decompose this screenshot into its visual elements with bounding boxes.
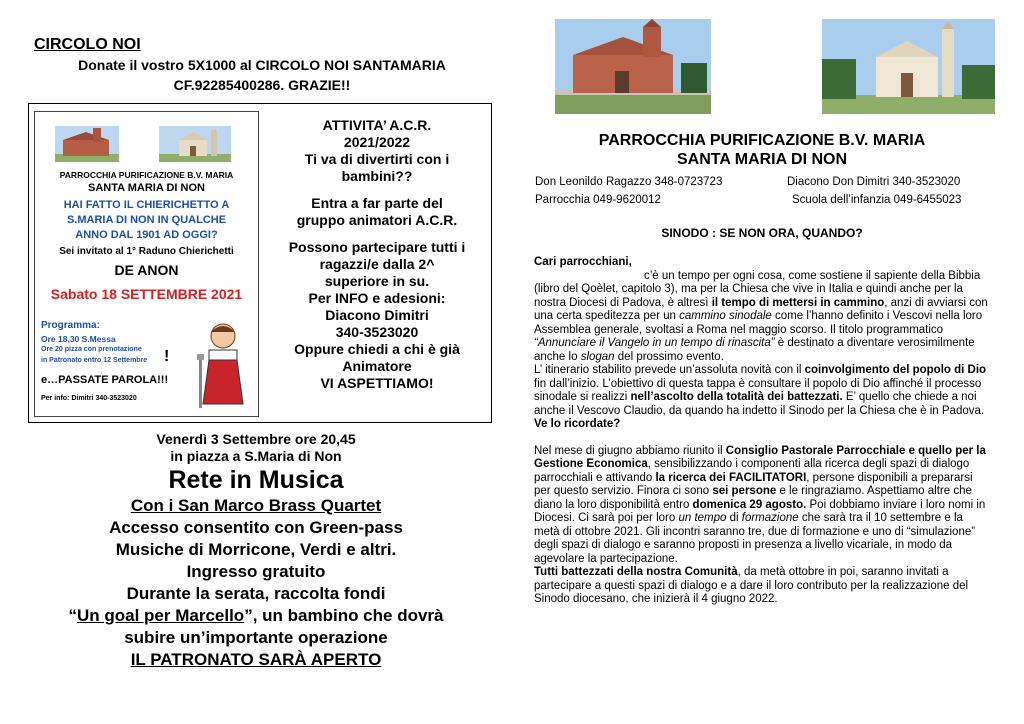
- poster-program-mass: Ore 18,30 S.Messa: [41, 334, 116, 344]
- acr-contact-name: Diacono Dimitri: [325, 307, 429, 323]
- acr-alternative-line-1: Oppure chiedi a chi è già: [294, 341, 460, 357]
- acr-eligibility-line-3: superiore in su.: [324, 273, 430, 289]
- chierichetti-poster: [34, 111, 259, 417]
- event-band: Con i San Marco Brass Quartet: [130, 496, 382, 515]
- p3-text-3: , persone disponibili a prepararsi per questo servizio. Finora ci sono: [534, 471, 973, 497]
- poster-invite: Sei invitato al 1° Raduno Chierichetti: [59, 246, 234, 257]
- p3-italic-2: formazione: [741, 512, 799, 524]
- acr-info-label: Per INFO e adesioni:: [308, 290, 446, 306]
- poster-program-label: Programma:: [41, 320, 100, 331]
- poster-date: Sabato 18 SETTEMBRE 2021: [50, 286, 243, 302]
- p3-italic: un tempo: [678, 512, 727, 524]
- poster-question-1: HAI FATTO IL CHIERICHETTO A: [63, 199, 230, 211]
- poster-parish: PARROCCHIA PURIFICAZIONE B.V. MARIA: [59, 170, 234, 180]
- p3-text-5: Poi dobbiamo inviare i loro nomi in Diocesi. Ci sarà poi per loro: [534, 498, 986, 524]
- poster-passate-parola: e…PASSATE PAROLA!!!: [41, 374, 169, 386]
- acr-join-line-2: gruppo animatori A.C.R.: [296, 212, 458, 228]
- p3-bold-2: la ricerca dei FACILITATORI: [655, 471, 807, 484]
- letter-paragraph-1: [534, 270, 990, 365]
- acr-closing: VI ASPETTIAMO!: [320, 375, 434, 391]
- p1-text-4: è destinato a diventare verosimilmente anche lo: [534, 337, 975, 363]
- brick-church-photo-icon: [555, 19, 711, 114]
- white-church-photo-icon: [822, 19, 995, 114]
- poster-program-deadline: in Patronato entro 12 Settembre: [41, 357, 148, 364]
- event-access: Accesso consentito con Green-pass: [109, 518, 403, 537]
- school-phone: Scuola dell’infanzia 049-6455023: [792, 194, 962, 206]
- letter-greeting: Cari parrocchiani,: [534, 256, 632, 268]
- event-fundraising: Durante la serata, raccolta fondi: [126, 584, 386, 603]
- p2-bold: coinvolgimento del popolo di Dio: [804, 364, 987, 376]
- event-announcement: [28, 431, 484, 671]
- poster-program-pizza: Ore 20 pizza con prenotazione: [41, 346, 142, 353]
- acr-eligibility-line-2: ragazzi/e dalla 2^: [319, 256, 435, 272]
- poster-de-anon: DE ANON: [114, 262, 179, 278]
- acr-contact-phone: 340-3523020: [335, 324, 419, 340]
- p1-italic-title: “Annunciare il Vangelo in un tempo di rinascita”: [534, 337, 775, 349]
- p3-bold-date: domenica 29 agosto.: [692, 498, 807, 511]
- event-cause-rest: ”, un bambino che dovrà: [244, 606, 444, 625]
- acr-text-block: [263, 117, 491, 402]
- p3-bold-3: sei persone: [712, 485, 777, 497]
- circolo-tax-code: CF.92285400286. GRAZIE!!: [173, 77, 351, 93]
- acr-alternative-line-2: Animatore: [342, 358, 412, 374]
- p3-text-7: che sarà tra il 10 settembre e la metà di ottobre 2021. Gli incontri saranno tre, due di formazione e uno di “simulazione” degli spazi di dialogo e saranno proposti in presenza a livello vicariale, in modo da agevolare la partecipazione.: [534, 512, 976, 565]
- sinodo-letter: [534, 256, 990, 607]
- p3-text-2: , sensibilizzando i componenti alla ricerca degli spazi di dialogo parrocchiali e attivando: [534, 458, 970, 484]
- p2-bold-question: Ve lo ricordate?: [534, 418, 621, 430]
- event-surgery: subire un’importante operazione: [124, 628, 388, 647]
- event-entry: Ingresso gratuito: [186, 562, 326, 581]
- poster-village: SANTA MARIA DI NON: [88, 182, 205, 194]
- p3-text: Nel mese di giugno abbiamo riunito il: [534, 444, 726, 457]
- p3-bold: Consiglio Pastorale Parrocchiale e quello per la Gestione Economica: [534, 444, 986, 470]
- priest-contact: Don Leonildo Ragazzo 348-0723723: [535, 176, 723, 188]
- church-facade-photo-icon: [159, 126, 231, 162]
- sinodo-title: SINODO : SE NON ORA, QUANDO?: [661, 226, 863, 240]
- event-music: Musiche di Morricone, Verdi e altri.: [115, 540, 397, 559]
- circolo-title: CIRCOLO NOI: [34, 36, 141, 53]
- acr-question-line-2: bambini??: [341, 168, 413, 184]
- p1-text: c’è un tempo per ogni cosa, come sostiene il sapiente della Bibbia (libro del Qoèlet, capitolo 3), ma per la Chiesa che vive in Italia e quindi anche per la nostra Diocesi di Padova, è altresì: [534, 269, 981, 309]
- p4-text: , da metà ottobre in poi, saranno invitati a partecipare a questi spazi di dialogo e a dare il loro contributo per la realizzazione del Sinodo diocesano, che inizierà il 4 giugno 2022.: [534, 566, 969, 605]
- letter-paragraph-4: [534, 566, 990, 607]
- event-patronato: IL PATRONATO SARÀ APERTO: [130, 650, 382, 669]
- poster-info: Per info: Dimitri 340-3523020: [41, 395, 137, 402]
- parish-village: SANTA MARIA DI NON: [676, 151, 848, 168]
- p1-bold: il tempo di mettersi in cammino: [711, 296, 885, 309]
- poster-exclamation: !: [164, 348, 170, 365]
- p1-text-3: come l’hanno definito i Vescovi nella loro Assemblea generale, svoltasi a Roma nel maggio scorso. Il titolo programmatico: [534, 310, 983, 336]
- altar-boy-cartoon-icon: [195, 318, 251, 410]
- acr-join-line-1: Entra a far parte del: [311, 195, 443, 211]
- p2-text-2: fin dall’inizio. L’obiettivo di questa tappa è consultare il popolo di Dio affinché il processo sinodale si realizzi: [534, 377, 982, 403]
- poster-question-2: S.MARIA DI NON IN QUALCHE: [66, 214, 227, 226]
- p2-text-3: E’ quello che chiede a noi anche il Vescovo Claudio, da quando ha indetto il Sinodo per la Chiesa che è in Padova.: [534, 391, 985, 417]
- event-place: in piazza a S.Maria di Non: [170, 448, 342, 464]
- poster-question-3: ANNO DAL 1901 AD OGGI?: [75, 229, 218, 241]
- parish-phone: Parrocchia 049-9620012: [535, 194, 661, 206]
- deacon-contact: Diacono Don Dimitri 340-3523020: [787, 176, 961, 188]
- parish-header: [540, 131, 984, 169]
- acr-year: 2021/2022: [343, 134, 411, 150]
- p2-text: L’ itinerario stabilito prevede un’assoluta novità con il: [534, 364, 805, 376]
- parish-name: PARROCCHIA PURIFICAZIONE B.V. MARIA: [598, 132, 926, 149]
- event-cause-name: Un goal per Marcello: [76, 606, 245, 625]
- event-date: Venerdì 3 Settembre ore 20,45: [156, 431, 356, 447]
- letter-paragraph-3: [534, 445, 990, 567]
- event-quote-open: “: [68, 606, 77, 625]
- p4-bold: Tutti battezzati della nostra Comunità: [534, 566, 738, 578]
- p1-text-2: , anzi di avviarsi con una certa speditezza per un: [534, 296, 988, 322]
- p3-text-4: e le ringraziamo. Aspettiamo altre che diano la loro disponibilità entro: [534, 485, 972, 511]
- letter-paragraph-2: [534, 364, 990, 432]
- p1-text-5: del prossimo evento.: [614, 350, 724, 363]
- church-photo-icon: [55, 126, 119, 162]
- event-cause: [28, 605, 484, 627]
- circolo-donation-text: Donate il vostro 5X1000 al CIRCOLO NOI SANTAMARIA: [78, 57, 446, 73]
- event-title: Rete in Musica: [168, 466, 344, 494]
- acr-title: ATTIVITA’ A.C.R.: [322, 117, 432, 133]
- p1-italic: cammino sinodale: [679, 310, 772, 322]
- acr-eligibility-line-1: Possono partecipare tutti i: [288, 239, 466, 255]
- p2-bold-2: nell’ascolto della totalità dei battezzati.: [630, 391, 843, 403]
- acr-question-line-1: Ti va di divertirti con i: [304, 151, 450, 167]
- p3-text-6: di: [726, 512, 742, 524]
- p1-italic-slogan: slogan: [580, 350, 615, 363]
